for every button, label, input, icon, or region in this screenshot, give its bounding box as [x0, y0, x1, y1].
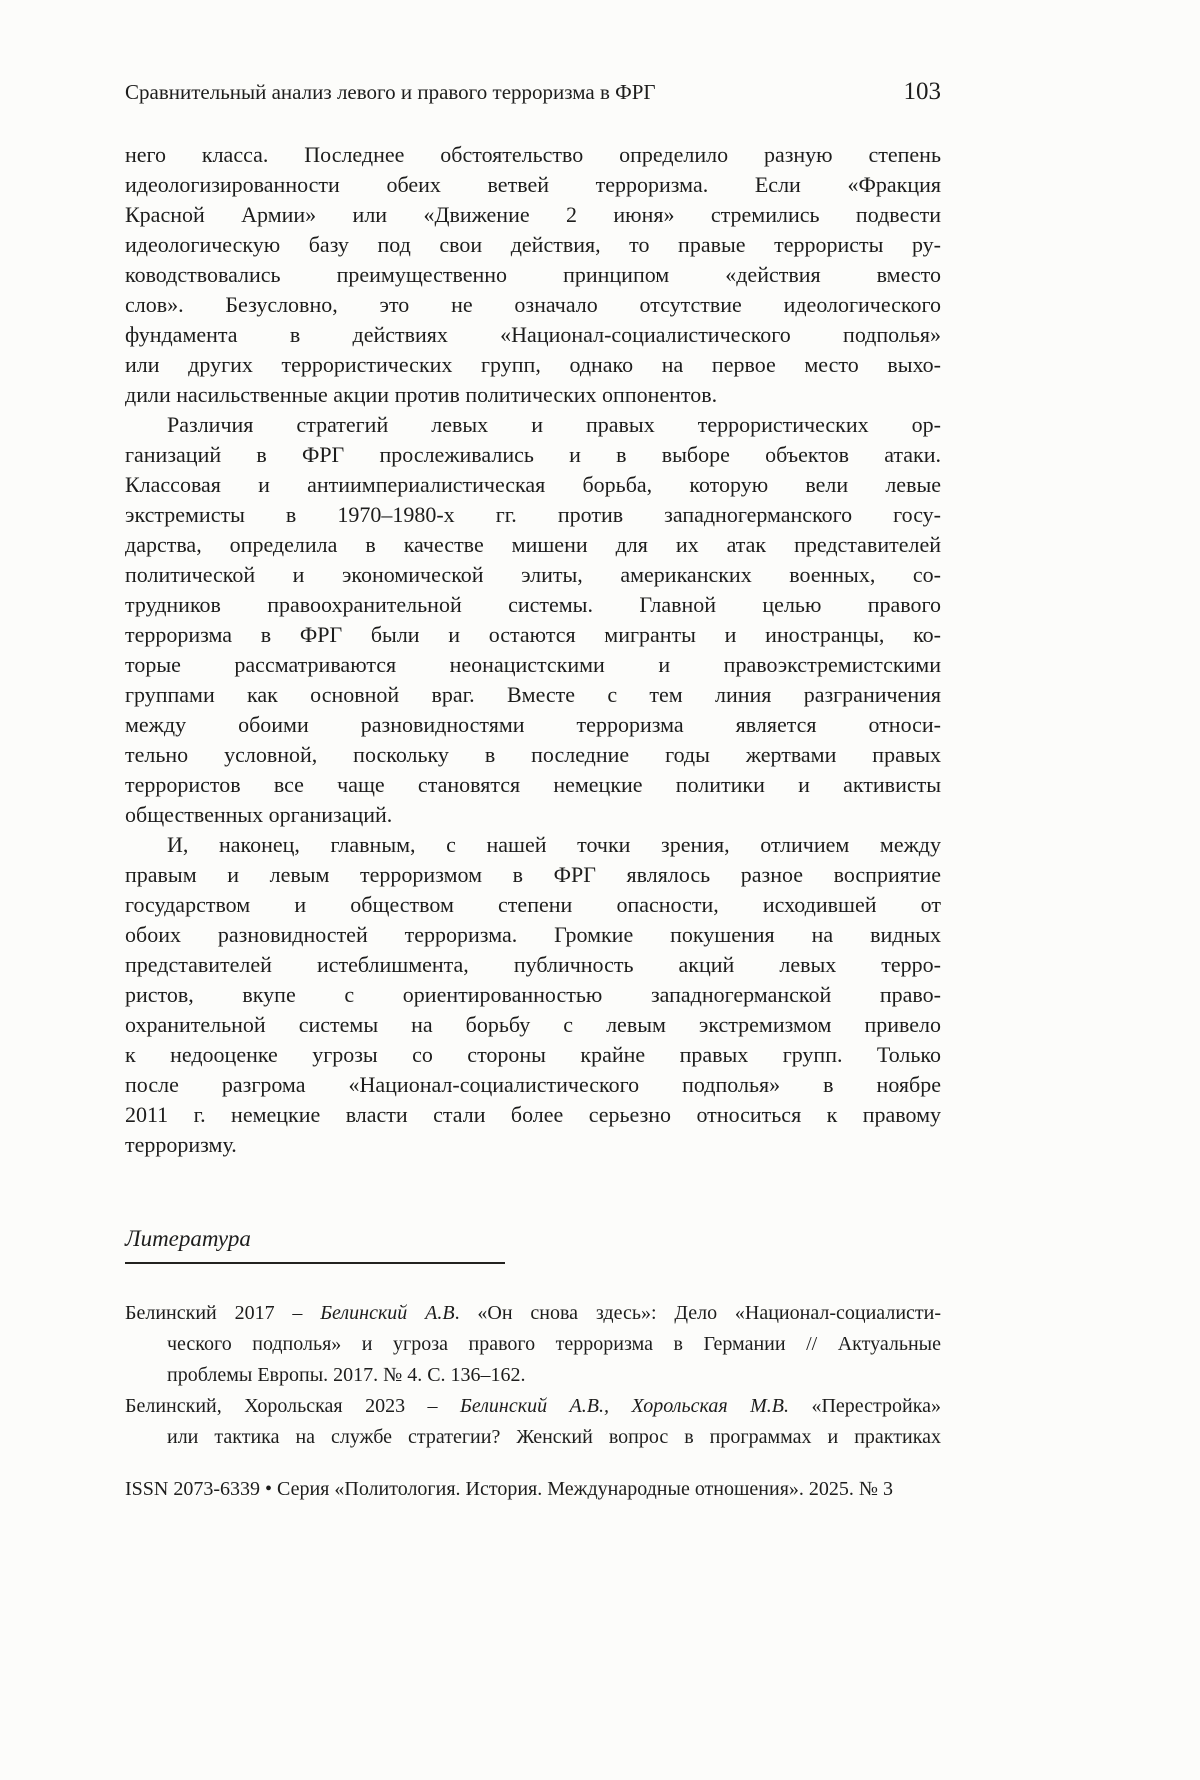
text-line: тельно условной, поскольку в последние годы жертвами правых: [125, 742, 941, 767]
text-line: ческого подполья» и угроза правого терроризма в Германии // Актуальные: [167, 1333, 941, 1355]
text-line: ристов, вкупе с ориентированностью западногерманской право-: [125, 982, 941, 1007]
reference-entry: [125, 1298, 941, 1391]
text-line: обоих разновидностей терроризма. Громкие покушения на видных: [125, 922, 941, 947]
literature-rule: [125, 1262, 505, 1264]
text-line: торые рассматриваются неонацистскими и правоэкстремистскими: [125, 652, 941, 677]
references: [125, 1298, 941, 1453]
text-line: Красной Армии» или «Движение 2 июня» стремились подвести: [125, 202, 941, 227]
text-line: или других террористических групп, однако на первое место выхо-: [125, 352, 941, 377]
text-line: экстремисты в 1970–1980-х гг. против западногерманского госу-: [125, 502, 941, 527]
text-line: ководствовались преимущественно принципом «действия вместо: [125, 262, 941, 287]
paragraph: [125, 830, 941, 1160]
text-line: терроризму.: [125, 1132, 237, 1157]
text-line: после разгрома «Национал-социалистического подполья» в ноябре: [125, 1072, 941, 1097]
text-line: Белинский 2017 – Белинский А.В. «Он снова здесь»: Дело «Национал-социалисти-: [125, 1302, 942, 1324]
body-text: [125, 140, 941, 1160]
text-line: правым и левым терроризмом в ФРГ являлось разное восприятие: [125, 862, 941, 887]
literature-heading: Литература: [125, 1226, 251, 1251]
running-head: [125, 78, 941, 106]
text-line: фундамента в действиях «Национал-социалистического подполья»: [125, 322, 941, 347]
text-line: ганизаций в ФРГ прослеживались и в выборе объектов атаки.: [125, 442, 941, 467]
text-line: дили насильственные акции против политических оппонентов.: [125, 382, 718, 407]
text-line: Различия стратегий левых и правых террористических ор-: [167, 412, 941, 437]
running-title: Сравнительный анализ левого и правого терроризма в ФРГ: [125, 80, 656, 104]
text-line: политической и экономической элиты, американских военных, со-: [125, 562, 941, 587]
text-line: слов». Безусловно, это не означало отсутствие идеологического: [125, 292, 941, 317]
paragraph: [125, 410, 941, 830]
footer-issn-line: ISSN 2073-6339 • Серия «Политология. История. Международные отношения». 2025. № 3: [125, 1478, 893, 1500]
text-line: общественных организаций.: [125, 802, 393, 827]
text-line: И, наконец, главным, с нашей точки зрения, отличием между: [167, 832, 941, 857]
text-line: дарства, определила в качестве мишени для их атак представителей: [125, 532, 941, 557]
text-line: к недооценке угрозы со стороны крайне правых групп. Только: [125, 1042, 941, 1067]
text-line: представителей истеблишмента, публичность акций левых терро-: [125, 952, 941, 977]
text-line: террористов все чаще становятся немецкие политики и активисты: [125, 772, 941, 797]
text-line: 2011 г. немецкие власти стали более серьезно относиться к правому: [125, 1102, 941, 1127]
text-line: Классовая и антиимпериалистическая борьба, которую вели левые: [125, 472, 941, 497]
text-line: трудников правоохранительной системы. Главной целью правого: [125, 592, 941, 617]
text-line: между обоими разновидностями терроризма является относи-: [125, 712, 941, 737]
type-area: [125, 78, 941, 1453]
text-line: Белинский, Хорольская 2023 – Белинский А.В., Хорольская М.В. «Перестройка»: [125, 1395, 941, 1417]
text-line: проблемы Европы. 2017. № 4. С. 136–162.: [167, 1364, 526, 1386]
paragraph: [125, 140, 941, 410]
reference-entry: [125, 1391, 941, 1453]
page-number: 103: [903, 78, 941, 105]
text-line: идеологическую базу под свои действия, то правые террористы ру-: [125, 232, 941, 257]
text-line: группами как основной враг. Вместе с тем линия разграничения: [125, 682, 941, 707]
text-line: или тактика на службе стратегии? Женский вопрос в программах и практиках: [167, 1426, 941, 1448]
text-line: терроризма в ФРГ были и остаются мигранты и иностранцы, ко-: [125, 622, 941, 647]
text-line: него класса. Последнее обстоятельство определило разную степень: [125, 142, 941, 167]
text-line: идеологизированности обеих ветвей терроризма. Если «Фракция: [125, 172, 941, 197]
text-line: охранительной системы на борьбу с левым экстремизмом привело: [125, 1012, 941, 1037]
text-line: государством и обществом степени опасности, исходившей от: [125, 892, 941, 917]
